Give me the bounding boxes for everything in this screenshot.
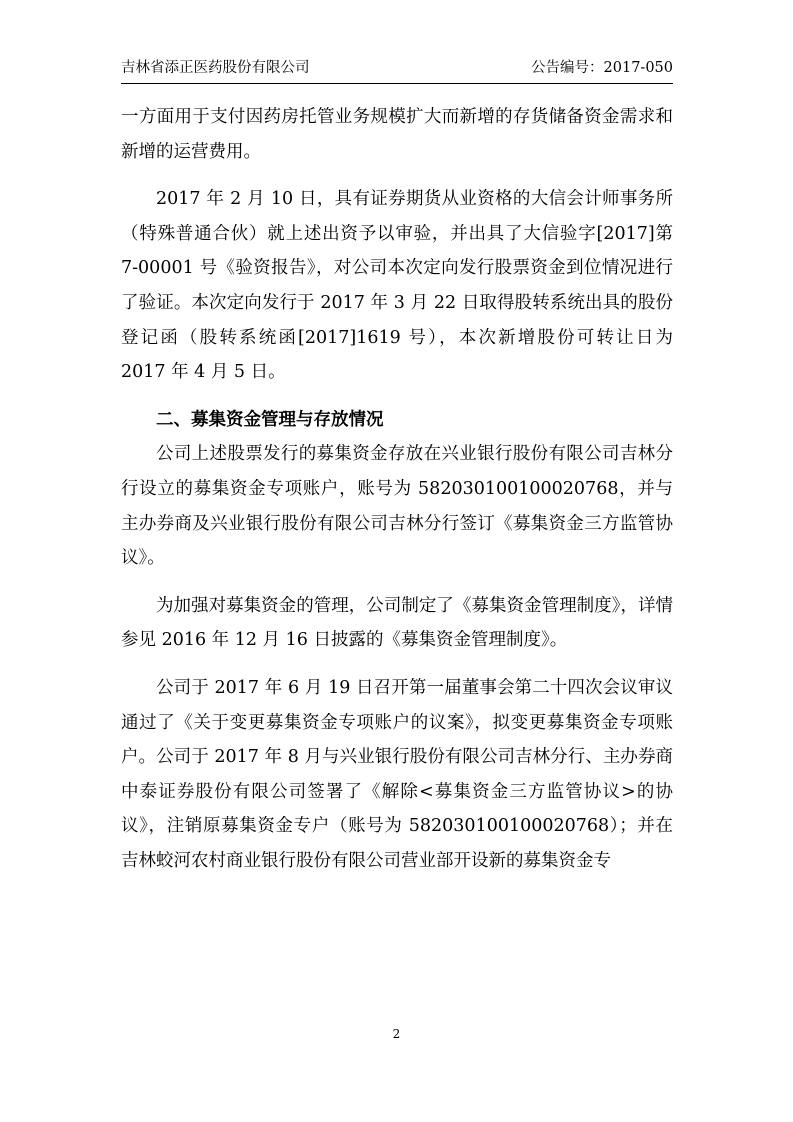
paragraph-continuation: 一方面用于支付因药房托管业务规模扩大而新增的存货储备资金需求和新增的运营费用。	[121, 107, 673, 162]
paragraph-fund-account: 公司上述股票发行的募集资金存放在兴业银行股份有限公司吉林分行设立的募集资金专项账户，账号为 582030100100020768，并与主办券商及兴业银行股份有限公司吉林分行签订《募集资金三方监管协议》。	[121, 444, 673, 569]
section-heading-fund-management: 二、募集资金管理与存放情况	[156, 409, 384, 430]
page-number: 2	[392, 1027, 401, 1041]
announcement-number: 公告编号：2017-050	[531, 60, 673, 76]
page-header	[121, 58, 673, 78]
document-body	[121, 100, 673, 891]
paragraph-account-change: 公司于 2017 年 6 月 19 日召开第一届董事会第二十四次会议审议通过了《关于变更募集资金专项账户的议案》，拟变更募集资金专项账户。公司于 2017 年 8 月与兴业银行股份有限公司吉林分行、主办券商中泰证券股份有限公司签署了《解除<募集资金三方监管协议>的协议》，注销原募集资金专户（账号为 582030100100020768）；并在吉林蛟河农村商业银行股份有限公司营业部开设新的募集资金专	[121, 677, 673, 871]
header-divider	[121, 83, 673, 84]
company-name: 吉林省添正医药股份有限公司	[121, 60, 310, 76]
paragraph-capital-verification: 2017 年 2 月 10 日，具有证券期货从业资格的大信会计师事务所（特殊普通合伙）就上述出资予以审验，并出具了大信验字[2017]第 7-00001 号《验资报告》，对公司本次定向发行股票资金到位情况进行了验证。本次定向发行于 2017 年 3 月 22 日取得股转系统出具的股份登记函（股转系统函[2017]1619 号），本次新增股份可转让日为 2017 年 4 月 5 日。	[121, 189, 673, 383]
page-footer	[0, 1026, 793, 1042]
paragraph-management-policy: 为加强对募集资金的管理，公司制定了《募集资金管理制度》，详情参见 2016 年 12 月 16 日披露的《募集资金管理制度》。	[121, 595, 673, 651]
